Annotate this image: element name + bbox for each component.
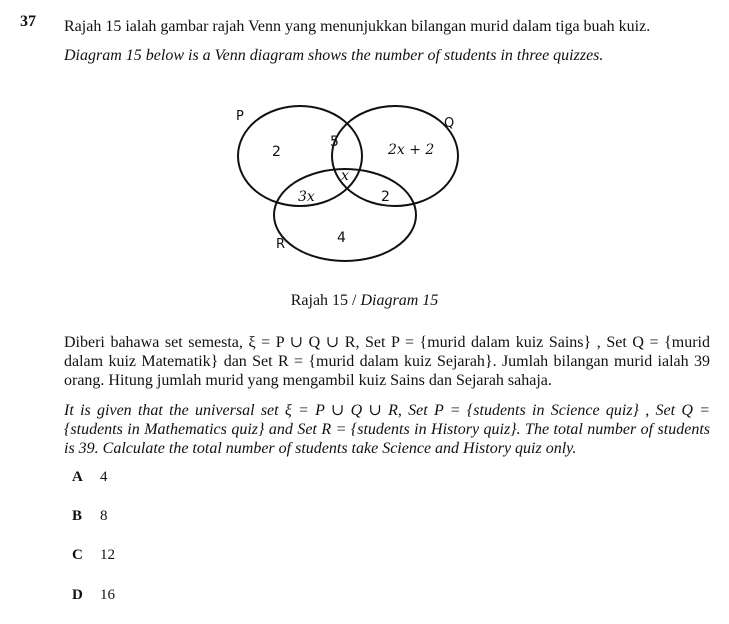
region-q-only: 2x + 2: [388, 142, 435, 158]
caption-malay: Rajah 15 /: [290, 292, 361, 309]
question-intro-english: Diagram 15 below is a Venn diagram shows the number of students in three quizzes.: [64, 47, 604, 64]
option-letter: B: [72, 508, 83, 524]
region-q-r-only: 2: [381, 189, 390, 205]
set-r-label: R: [276, 237, 286, 252]
question-number: 37: [20, 13, 36, 30]
set-p-label: P: [236, 109, 244, 124]
question-paragraph-malay: Diberi bahawa set semesta, ξ = P ∪ Q ∪ R, Set P = {murid dalam kuiz Sains} , Set Q = {murid dalam kuiz Matematik} dan Set R = {murid dalam kuiz Sejarah}. Jumlah bilangan murid ialah 39 orang. Hitung jumlah murid yang mengambil kuiz Sains dan Sejarah sahaja.: [64, 334, 710, 389]
option-a[interactable]: [72, 469, 108, 486]
region-r-only: 4: [337, 230, 346, 246]
region-p-r-only: 3x: [298, 189, 315, 205]
option-b[interactable]: [72, 508, 108, 525]
option-letter: D: [72, 587, 83, 603]
venn-diagram: [230, 100, 470, 270]
diagram-caption: [0, 292, 729, 310]
option-value: 8: [100, 508, 108, 524]
option-d[interactable]: [72, 587, 115, 604]
set-q-label: Q: [444, 116, 455, 131]
option-c[interactable]: [72, 547, 115, 564]
option-letter: C: [72, 547, 83, 563]
caption-english: Diagram 15: [360, 292, 439, 309]
region-p-q-only: 5: [330, 134, 339, 150]
option-value: 4: [100, 469, 108, 485]
option-value: 12: [100, 547, 115, 563]
option-letter: A: [72, 469, 83, 485]
region-p-q-r: x: [341, 168, 349, 184]
question-intro-malay: Rajah 15 ialah gambar rajah Venn yang menunjukkan bilangan murid dalam tiga buah kuiz.: [64, 18, 651, 35]
region-p-only: 2: [272, 144, 281, 160]
option-value: 16: [100, 587, 115, 603]
question-paragraph-english: It is given that the universal set ξ = P ∪ Q ∪ R, Set P = {students in Science quiz} , Set Q = {students in Mathematics quiz} and Set R = {students in History quiz}. The total number of students is 39. Calculate the total number of students take Science and History quiz only.: [64, 402, 710, 457]
